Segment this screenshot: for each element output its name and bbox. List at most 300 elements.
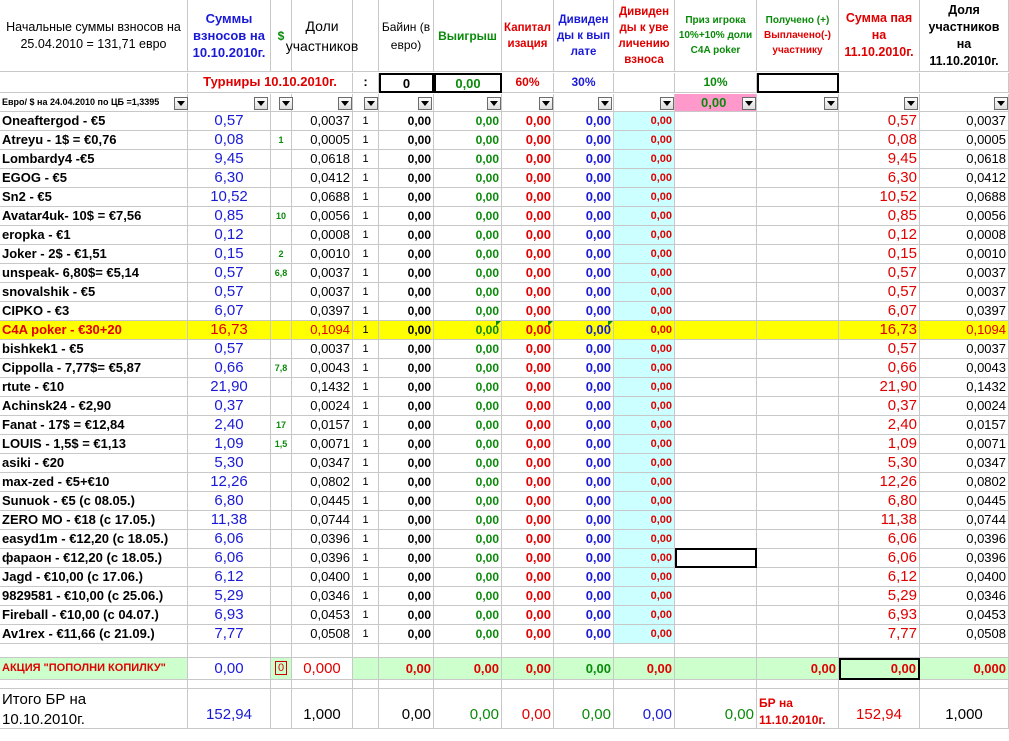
row-win[interactable]: 0,00	[434, 606, 502, 625]
row-cap[interactable]: 0,00	[502, 606, 554, 625]
row-prize[interactable]	[675, 340, 757, 359]
row-buyin[interactable]: 0,00	[379, 378, 434, 397]
row-div[interactable]: 0,00	[554, 473, 614, 492]
row-cap[interactable]: 0,00	[502, 511, 554, 530]
row-sum[interactable]: 0,57	[188, 283, 271, 302]
row-cap[interactable]: 0,00	[502, 587, 554, 606]
row-buyin[interactable]: 0,00	[379, 207, 434, 226]
row-name[interactable]: snovalshik - €5	[0, 283, 188, 302]
row-win[interactable]: 0,00	[434, 397, 502, 416]
row-idx[interactable]: 1	[353, 549, 379, 568]
row-buyin[interactable]: 0,00	[379, 245, 434, 264]
totals-share[interactable]: 1,000	[292, 689, 353, 729]
blank-cell[interactable]	[614, 644, 675, 658]
row-dollar[interactable]	[271, 226, 292, 245]
row-sum2[interactable]: 21,90	[839, 378, 920, 397]
row-share[interactable]: 0,0688	[292, 188, 353, 207]
row-name[interactable]: rtute - €10	[0, 378, 188, 397]
row-share[interactable]: 0,0400	[292, 568, 353, 587]
row-prize[interactable]	[675, 378, 757, 397]
row-idx[interactable]: 1	[353, 568, 379, 587]
row-name[interactable]: Jagd - €10,00 (с 17.06.)	[0, 568, 188, 587]
row-idx[interactable]: 1	[353, 150, 379, 169]
header-buyin[interactable]: Байин (в евро)	[379, 0, 434, 72]
rate-label[interactable]: Евро/ $ на 24.04.2010 по ЦБ =1,3395	[0, 94, 188, 112]
row-sum2[interactable]: 0,85	[839, 207, 920, 226]
row-div[interactable]: 0,00	[554, 568, 614, 587]
row-got[interactable]	[757, 226, 839, 245]
row-div[interactable]: 0,00	[554, 435, 614, 454]
totals-buyin[interactable]: 0,00	[379, 689, 434, 729]
row-sum2[interactable]: 0,57	[839, 264, 920, 283]
row-divinc[interactable]: 0,00	[614, 302, 675, 321]
row-name[interactable]: Joker - 2$ - €1,51	[0, 245, 188, 264]
blank-cell[interactable]	[271, 680, 292, 689]
row-sum2[interactable]: 0,57	[839, 340, 920, 359]
filter-dropdown-icon[interactable]	[904, 97, 918, 110]
row-got[interactable]	[757, 283, 839, 302]
row-dollar[interactable]	[271, 473, 292, 492]
row-win[interactable]: 0,00	[434, 131, 502, 150]
row-prize[interactable]	[675, 435, 757, 454]
row-divinc[interactable]: 0,00	[614, 169, 675, 188]
row-buyin[interactable]: 0,00	[379, 340, 434, 359]
row-prize[interactable]	[675, 321, 757, 340]
row-dollar[interactable]	[271, 378, 292, 397]
row-sum[interactable]: 0,37	[188, 397, 271, 416]
row-idx[interactable]: 1	[353, 397, 379, 416]
row-name[interactable]: EGOG - €5	[0, 169, 188, 188]
row-dollar[interactable]	[271, 606, 292, 625]
row-cap[interactable]: 0,00	[502, 435, 554, 454]
row-sum[interactable]: 11,38	[188, 511, 271, 530]
row-got[interactable]	[757, 625, 839, 644]
row-prize[interactable]	[675, 264, 757, 283]
header-div[interactable]: Дивиденды к выплате	[554, 0, 614, 72]
row-got[interactable]	[757, 454, 839, 473]
row-name[interactable]: Sn2 - €5	[0, 188, 188, 207]
row-buyin[interactable]: 0,00	[379, 625, 434, 644]
blank-cell[interactable]	[379, 644, 434, 658]
row-sum2[interactable]: 6,30	[839, 169, 920, 188]
row-sum[interactable]: 10,52	[188, 188, 271, 207]
row-divinc[interactable]: 0,00	[614, 606, 675, 625]
row-share[interactable]: 0,0346	[292, 587, 353, 606]
blank-cell[interactable]	[292, 680, 353, 689]
row-prize[interactable]	[675, 492, 757, 511]
row-share[interactable]: 0,0005	[292, 131, 353, 150]
row-prize[interactable]	[675, 587, 757, 606]
row-share2[interactable]: 0,0037	[920, 264, 1009, 283]
row-share2[interactable]: 0,0043	[920, 359, 1009, 378]
row-sum[interactable]: 2,40	[188, 416, 271, 435]
row-dollar[interactable]: 1,5	[271, 435, 292, 454]
row-share[interactable]: 0,0157	[292, 416, 353, 435]
header-sums[interactable]: Суммы взносов на 10.10.2010г.	[188, 0, 271, 72]
row-buyin[interactable]: 0,00	[379, 359, 434, 378]
row-cap[interactable]: 0,00	[502, 112, 554, 131]
row-got[interactable]	[757, 207, 839, 226]
row-share[interactable]: 0,0008	[292, 226, 353, 245]
row-got[interactable]	[757, 188, 839, 207]
row-share[interactable]: 0,0618	[292, 150, 353, 169]
filter-dropdown-icon[interactable]	[174, 97, 188, 110]
row-sum2[interactable]: 6,12	[839, 568, 920, 587]
row-dollar[interactable]	[271, 511, 292, 530]
row-win[interactable]: 0,00	[434, 568, 502, 587]
row-share[interactable]: 0,0347	[292, 454, 353, 473]
row-div[interactable]: 0,00	[554, 131, 614, 150]
header-cap[interactable]: Капитализация	[502, 0, 554, 72]
row-sum2[interactable]: 1,09	[839, 435, 920, 454]
promo-idx[interactable]	[353, 658, 379, 680]
row-win[interactable]: 0,00	[434, 207, 502, 226]
row-div[interactable]: 0,00	[554, 169, 614, 188]
filter-dropdown-icon[interactable]	[660, 97, 674, 110]
row-sum2[interactable]: 6,80	[839, 492, 920, 511]
row-share[interactable]: 0,0412	[292, 169, 353, 188]
promo-buyin[interactable]: 0,00	[379, 658, 434, 680]
row-buyin[interactable]: 0,00	[379, 568, 434, 587]
row-sum[interactable]: 5,30	[188, 454, 271, 473]
row-cap[interactable]: 0,00	[502, 169, 554, 188]
row-cap[interactable]: 0,00	[502, 549, 554, 568]
header-prize[interactable]: Приз игрока 10%+10% доли C4A poker	[675, 0, 757, 72]
row-dollar[interactable]	[271, 568, 292, 587]
row-share[interactable]: 0,0037	[292, 112, 353, 131]
row-got[interactable]	[757, 397, 839, 416]
row-div[interactable]: 0,00	[554, 492, 614, 511]
row-div[interactable]: 0,00	[554, 416, 614, 435]
row-win[interactable]: 0,00	[434, 226, 502, 245]
promo-sum[interactable]: 0,00	[188, 658, 271, 680]
row-prize[interactable]	[675, 359, 757, 378]
row-got[interactable]	[757, 473, 839, 492]
row-dollar[interactable]	[271, 587, 292, 606]
filter-dropdown-icon[interactable]	[279, 97, 293, 110]
row-share2[interactable]: 0,1094	[920, 321, 1009, 340]
row-name[interactable]: Lombardy4 -€5	[0, 150, 188, 169]
row-cap[interactable]: 0,00	[502, 473, 554, 492]
row-dollar[interactable]: 1	[271, 131, 292, 150]
row-got[interactable]	[757, 568, 839, 587]
row-win[interactable]: 0,00	[434, 188, 502, 207]
promo-share2[interactable]: 0,000	[920, 658, 1009, 680]
row-idx[interactable]: 1	[353, 283, 379, 302]
header-start-sums[interactable]: Начальные суммы взносов на 25.04.2010 = 131,71 евро	[0, 0, 188, 72]
filter-dropdown-icon[interactable]	[338, 97, 352, 110]
header-share[interactable]: Доли участников	[292, 0, 353, 72]
row-prize[interactable]	[675, 416, 757, 435]
totals-label[interactable]: Итого БР на 10.10.2010г.	[0, 689, 188, 729]
row-name[interactable]: Avatar4uk- 10$ = €7,56	[0, 207, 188, 226]
row-prize[interactable]	[675, 302, 757, 321]
row-cap[interactable]: 0,00	[502, 283, 554, 302]
totals-win[interactable]: 0,00	[434, 689, 502, 729]
row-prize[interactable]	[675, 207, 757, 226]
header-sum2[interactable]: Сумма пая на 11.10.2010г.	[839, 0, 920, 72]
row-share2[interactable]: 0,0397	[920, 302, 1009, 321]
row-cap[interactable]: 0,00	[502, 492, 554, 511]
row-div[interactable]: 0,00	[554, 302, 614, 321]
blank-cell[interactable]	[920, 680, 1009, 689]
promo-cap[interactable]: 0,00	[502, 658, 554, 680]
row-share2[interactable]: 0,0157	[920, 416, 1009, 435]
row-divinc[interactable]: 0,00	[614, 340, 675, 359]
row-divinc[interactable]: 0,00	[614, 416, 675, 435]
row-buyin[interactable]: 0,00	[379, 264, 434, 283]
blank-cell[interactable]	[292, 644, 353, 658]
row-prize[interactable]	[675, 245, 757, 264]
row-cap[interactable]: 0,00	[502, 264, 554, 283]
row-cap[interactable]: 0,00	[502, 359, 554, 378]
row-dollar[interactable]	[271, 302, 292, 321]
row-div[interactable]: 0,00	[554, 397, 614, 416]
row-cap[interactable]: 0,00	[502, 226, 554, 245]
promo-prize[interactable]	[675, 658, 757, 680]
row-cap[interactable]: 0,00	[502, 340, 554, 359]
row-win[interactable]: 0,00	[434, 169, 502, 188]
row-win[interactable]: 0,00	[434, 416, 502, 435]
row-share[interactable]: 0,1094	[292, 321, 353, 340]
row-buyin[interactable]: 0,00	[379, 150, 434, 169]
row-dollar[interactable]: 10	[271, 207, 292, 226]
row-divinc[interactable]: 0,00	[614, 264, 675, 283]
row-sum2[interactable]: 5,30	[839, 454, 920, 473]
row-prize[interactable]	[675, 397, 757, 416]
row-share2[interactable]: 0,0346	[920, 587, 1009, 606]
totals-prize[interactable]: 0,00	[675, 689, 757, 729]
row-dollar[interactable]: 7,8	[271, 359, 292, 378]
row-sum2[interactable]: 6,06	[839, 530, 920, 549]
blank-cell[interactable]	[353, 644, 379, 658]
row-prize[interactable]	[675, 188, 757, 207]
blank-cell[interactable]	[554, 680, 614, 689]
row-got[interactable]	[757, 416, 839, 435]
row-win[interactable]: 0,00	[434, 511, 502, 530]
row-sum[interactable]: 12,26	[188, 473, 271, 492]
sub-div[interactable]: 30%	[554, 73, 614, 93]
row-got[interactable]	[757, 359, 839, 378]
row-idx[interactable]: 1	[353, 435, 379, 454]
row-sum[interactable]: 7,77	[188, 625, 271, 644]
row-sum[interactable]: 0,85	[188, 207, 271, 226]
totals-cap[interactable]: 0,00	[502, 689, 554, 729]
row-win[interactable]: 0,00	[434, 321, 502, 340]
row-idx[interactable]: 1	[353, 492, 379, 511]
filter-dropdown-icon[interactable]	[418, 97, 432, 110]
row-sum2[interactable]: 0,57	[839, 283, 920, 302]
row-sum[interactable]: 1,09	[188, 435, 271, 454]
row-win[interactable]: 0,00	[434, 530, 502, 549]
row-divinc[interactable]: 0,00	[614, 359, 675, 378]
header-idx[interactable]	[353, 0, 379, 72]
row-divinc[interactable]: 0,00	[614, 131, 675, 150]
row-sum[interactable]: 6,06	[188, 549, 271, 568]
header-win[interactable]: Выигрыш	[434, 0, 502, 72]
row-got[interactable]	[757, 169, 839, 188]
row-win[interactable]: 0,00	[434, 340, 502, 359]
header-dollar[interactable]: $	[271, 0, 292, 72]
row-got[interactable]	[757, 530, 839, 549]
row-name[interactable]: C4A poker - €30+20	[0, 321, 188, 340]
filter-dropdown-icon[interactable]	[539, 97, 553, 110]
row-name[interactable]: 9829581 - €10,00 (с 25.06.)	[0, 587, 188, 606]
row-share[interactable]: 0,0043	[292, 359, 353, 378]
row-share2[interactable]: 0,0037	[920, 112, 1009, 131]
row-cap[interactable]: 0,00	[502, 625, 554, 644]
row-win[interactable]: 0,00	[434, 625, 502, 644]
row-win[interactable]: 0,00	[434, 454, 502, 473]
row-idx[interactable]: 1	[353, 112, 379, 131]
row-idx[interactable]: 1	[353, 473, 379, 492]
row-div[interactable]: 0,00	[554, 207, 614, 226]
totals-share2[interactable]: 1,000	[920, 689, 1009, 729]
row-buyin[interactable]: 0,00	[379, 454, 434, 473]
row-share[interactable]: 0,0397	[292, 302, 353, 321]
row-share2[interactable]: 0,0008	[920, 226, 1009, 245]
totals-dollar[interactable]	[271, 689, 292, 729]
row-name[interactable]: max-zed - €5+€10	[0, 473, 188, 492]
row-idx[interactable]: 1	[353, 625, 379, 644]
blank-cell[interactable]	[271, 644, 292, 658]
row-divinc[interactable]: 0,00	[614, 321, 675, 340]
row-idx[interactable]: 1	[353, 245, 379, 264]
row-share2[interactable]: 0,1432	[920, 378, 1009, 397]
row-dollar[interactable]	[271, 549, 292, 568]
row-win[interactable]: 0,00	[434, 245, 502, 264]
row-dollar[interactable]	[271, 169, 292, 188]
row-share2[interactable]: 0,0396	[920, 549, 1009, 568]
row-share2[interactable]: 0,0453	[920, 606, 1009, 625]
row-cap[interactable]: 0,00	[502, 530, 554, 549]
row-name[interactable]: Av1rex - €11,66 (с 21.09.)	[0, 625, 188, 644]
row-prize[interactable]	[675, 606, 757, 625]
row-div[interactable]: 0,00	[554, 454, 614, 473]
row-buyin[interactable]: 0,00	[379, 492, 434, 511]
row-dollar[interactable]	[271, 625, 292, 644]
blank-cell[interactable]	[675, 680, 757, 689]
filter-dropdown-icon[interactable]	[598, 97, 612, 110]
row-idx[interactable]: 1	[353, 530, 379, 549]
row-divinc[interactable]: 0,00	[614, 492, 675, 511]
row-divinc[interactable]: 0,00	[614, 568, 675, 587]
row-idx[interactable]: 1	[353, 340, 379, 359]
row-got[interactable]	[757, 321, 839, 340]
sub-win[interactable]: 0,00	[434, 73, 502, 93]
row-win[interactable]: 0,00	[434, 112, 502, 131]
row-name[interactable]: Fanat - 17$ = €12,84	[0, 416, 188, 435]
row-share[interactable]: 0,0056	[292, 207, 353, 226]
row-div[interactable]: 0,00	[554, 340, 614, 359]
promo-dollar[interactable]: 0	[271, 658, 292, 680]
row-div[interactable]: 0,00	[554, 264, 614, 283]
totals-sum2[interactable]: 152,94	[839, 689, 920, 729]
row-win[interactable]: 0,00	[434, 264, 502, 283]
row-dollar[interactable]	[271, 530, 292, 549]
row-sum2[interactable]: 0,66	[839, 359, 920, 378]
row-prize[interactable]	[675, 131, 757, 150]
blank-cell[interactable]	[502, 644, 554, 658]
row-got[interactable]	[757, 112, 839, 131]
row-sum2[interactable]: 9,45	[839, 150, 920, 169]
promo-divinc[interactable]: 0,00	[614, 658, 675, 680]
row-divinc[interactable]: 0,00	[614, 587, 675, 606]
row-dollar[interactable]	[271, 397, 292, 416]
row-share[interactable]: 0,0396	[292, 549, 353, 568]
row-prize[interactable]	[675, 473, 757, 492]
blank-cell[interactable]	[188, 644, 271, 658]
row-buyin[interactable]: 0,00	[379, 188, 434, 207]
blank-cell[interactable]	[502, 680, 554, 689]
row-cap[interactable]: 0,00	[502, 302, 554, 321]
blank-cell[interactable]	[675, 644, 757, 658]
promo-label[interactable]: АКЦИЯ "ПОПОЛНИ КОПИЛКУ"	[0, 658, 188, 680]
row-divinc[interactable]: 0,00	[614, 625, 675, 644]
row-sum2[interactable]: 0,37	[839, 397, 920, 416]
promo-win[interactable]: 0,00	[434, 658, 502, 680]
promo-share[interactable]: 0,000	[292, 658, 353, 680]
blank-cell[interactable]	[757, 644, 839, 658]
blank-cell[interactable]	[188, 680, 271, 689]
row-got[interactable]	[757, 378, 839, 397]
row-share2[interactable]: 0,0802	[920, 473, 1009, 492]
row-name[interactable]: easyd1m - €12,20 (с 18.05.)	[0, 530, 188, 549]
row-win[interactable]: 0,00	[434, 359, 502, 378]
row-got[interactable]	[757, 587, 839, 606]
row-share2[interactable]: 0,0618	[920, 150, 1009, 169]
row-got[interactable]	[757, 264, 839, 283]
sub-left[interactable]	[0, 73, 188, 93]
row-prize[interactable]	[675, 511, 757, 530]
row-divinc[interactable]: 0,00	[614, 378, 675, 397]
blank-cell[interactable]	[839, 644, 920, 658]
row-prize[interactable]	[675, 150, 757, 169]
row-dollar[interactable]	[271, 454, 292, 473]
row-prize[interactable]	[675, 625, 757, 644]
row-div[interactable]: 0,00	[554, 511, 614, 530]
row-share[interactable]: 0,0037	[292, 264, 353, 283]
header-got[interactable]: Получено (+) Выплачено(-) участнику	[757, 0, 839, 72]
row-sum[interactable]: 6,30	[188, 169, 271, 188]
row-div[interactable]: 0,00	[554, 625, 614, 644]
row-buyin[interactable]: 0,00	[379, 606, 434, 625]
row-got[interactable]	[757, 511, 839, 530]
row-idx[interactable]: 1	[353, 321, 379, 340]
row-divinc[interactable]: 0,00	[614, 530, 675, 549]
sub-sum2[interactable]	[839, 73, 920, 93]
row-name[interactable]: Achinsk24 - €2,90	[0, 397, 188, 416]
row-share[interactable]: 0,0071	[292, 435, 353, 454]
row-share[interactable]: 0,0744	[292, 511, 353, 530]
row-got[interactable]	[757, 131, 839, 150]
row-share2[interactable]: 0,0412	[920, 169, 1009, 188]
row-got[interactable]	[757, 435, 839, 454]
row-win[interactable]: 0,00	[434, 302, 502, 321]
promo-sum2[interactable]: 0,00	[839, 658, 920, 680]
row-idx[interactable]: 1	[353, 359, 379, 378]
blank-cell[interactable]	[839, 680, 920, 689]
row-share2[interactable]: 0,0400	[920, 568, 1009, 587]
row-win[interactable]: 0,00	[434, 378, 502, 397]
row-divinc[interactable]: 0,00	[614, 473, 675, 492]
totals-br-label[interactable]: БР на 11.10.2010г.	[757, 689, 839, 729]
row-cap[interactable]: 0,00	[502, 150, 554, 169]
row-sum2[interactable]: 6,93	[839, 606, 920, 625]
row-sum2[interactable]: 0,08	[839, 131, 920, 150]
row-idx[interactable]: 1	[353, 606, 379, 625]
blank-cell[interactable]	[0, 680, 188, 689]
